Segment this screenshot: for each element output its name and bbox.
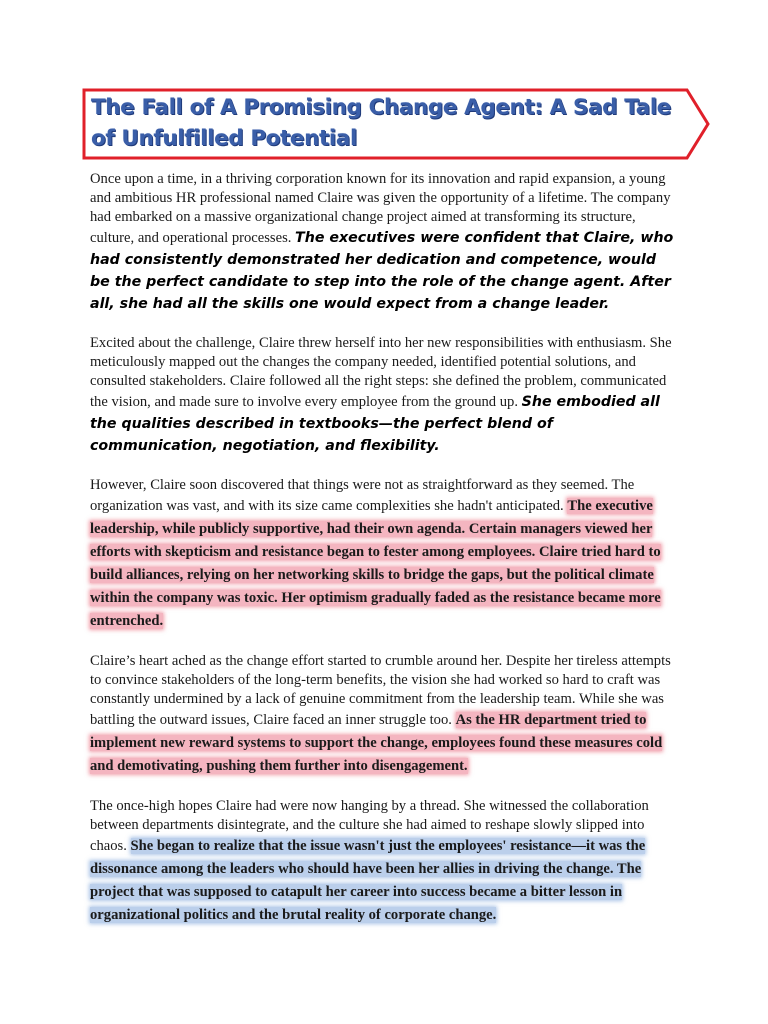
paragraph-1-emphasis: The executives were confident that Claire, who had consistently demonstrated her dedication and competence, would be the perfect candidate to step into the role of the change agent. After all, she had all the skills one would expect from a change leader. <box>90 230 674 312</box>
paragraph-2-text: Excited about the challenge, Claire threw herself into her new responsibilities with enthusiasm. She meticulously mapped out the changes the company needed, identified potential solutions, and consulted stakeholders. Claire followed all the right steps: she defined the problem, communicated the vision, and made sure to involve every employee from the ground up. <box>90 335 672 410</box>
paragraph-2 <box>90 334 680 457</box>
paragraph-5 <box>90 797 680 927</box>
document-title: The Fall of A Promising Change Agent: A Sad Tale of Unfulfilled Potential <box>91 95 671 151</box>
document-body <box>90 170 680 946</box>
paragraph-2-emphasis: She embodied all the qualities described in textbooks—the perfect blend of communication, negotiation, and flexibility. <box>90 394 660 454</box>
paragraph-4 <box>90 652 680 778</box>
paragraph-1 <box>90 170 680 315</box>
paragraph-4-text: Claire’s heart ached as the change effort started to crumble around her. Despite her tireless attempts to convince stakeholders of the long-term benefits, the vision she had worked so hard to craft was constantly undermined by a lack of genuine commitment from the leadership team. While she was battling the outward issues, Claire faced an inner struggle too. <box>90 653 671 728</box>
paragraph-3-highlight: The executive leadership, while publicly supportive, had their own agenda. Certain managers viewed her efforts with skepticism and resistance began to fester among employees. Claire tried hard to build alliances, relying on her networking skills to bridge the gaps, but the political climate within the company was toxic. Her optimism gradually faded as the resistance became more entrenched. <box>90 498 661 629</box>
paragraph-3-text: However, Claire soon discovered that things were not as straightforward as they seemed. The organization was vast, and with its size came complexities she hadn't anticipated. <box>90 477 635 514</box>
paragraph-5-text: The once-high hopes Claire had were now hanging by a thread. She witnessed the collaboration between departments disintegrate, and the culture she had aimed to reshape slowly slipped into chaos. <box>90 798 649 854</box>
paragraph-5-highlight: She began to realize that the issue wasn't just the employees' resistance—it was the dissonance among the leaders who should have been her allies in driving the change. The project that was supposed to catapult her career into success became a bitter lesson in organizational politics and the brutal reality of corporate change. <box>90 838 646 923</box>
paragraph-4-highlight: As the HR department tried to implement new reward systems to support the change, employees found these measures cold and demotivating, pushing them further into disengagement. <box>90 712 663 774</box>
title-banner <box>82 88 712 160</box>
paragraph-3 <box>90 476 680 633</box>
paragraph-1-text: Once upon a time, in a thriving corporation known for its innovation and rapid expansion, a young and ambitious HR professional named Claire was given the opportunity of a lifetime. The company had embarked on a massive organizational change project aimed at transforming its structure, culture, and operational processes. <box>90 171 671 246</box>
